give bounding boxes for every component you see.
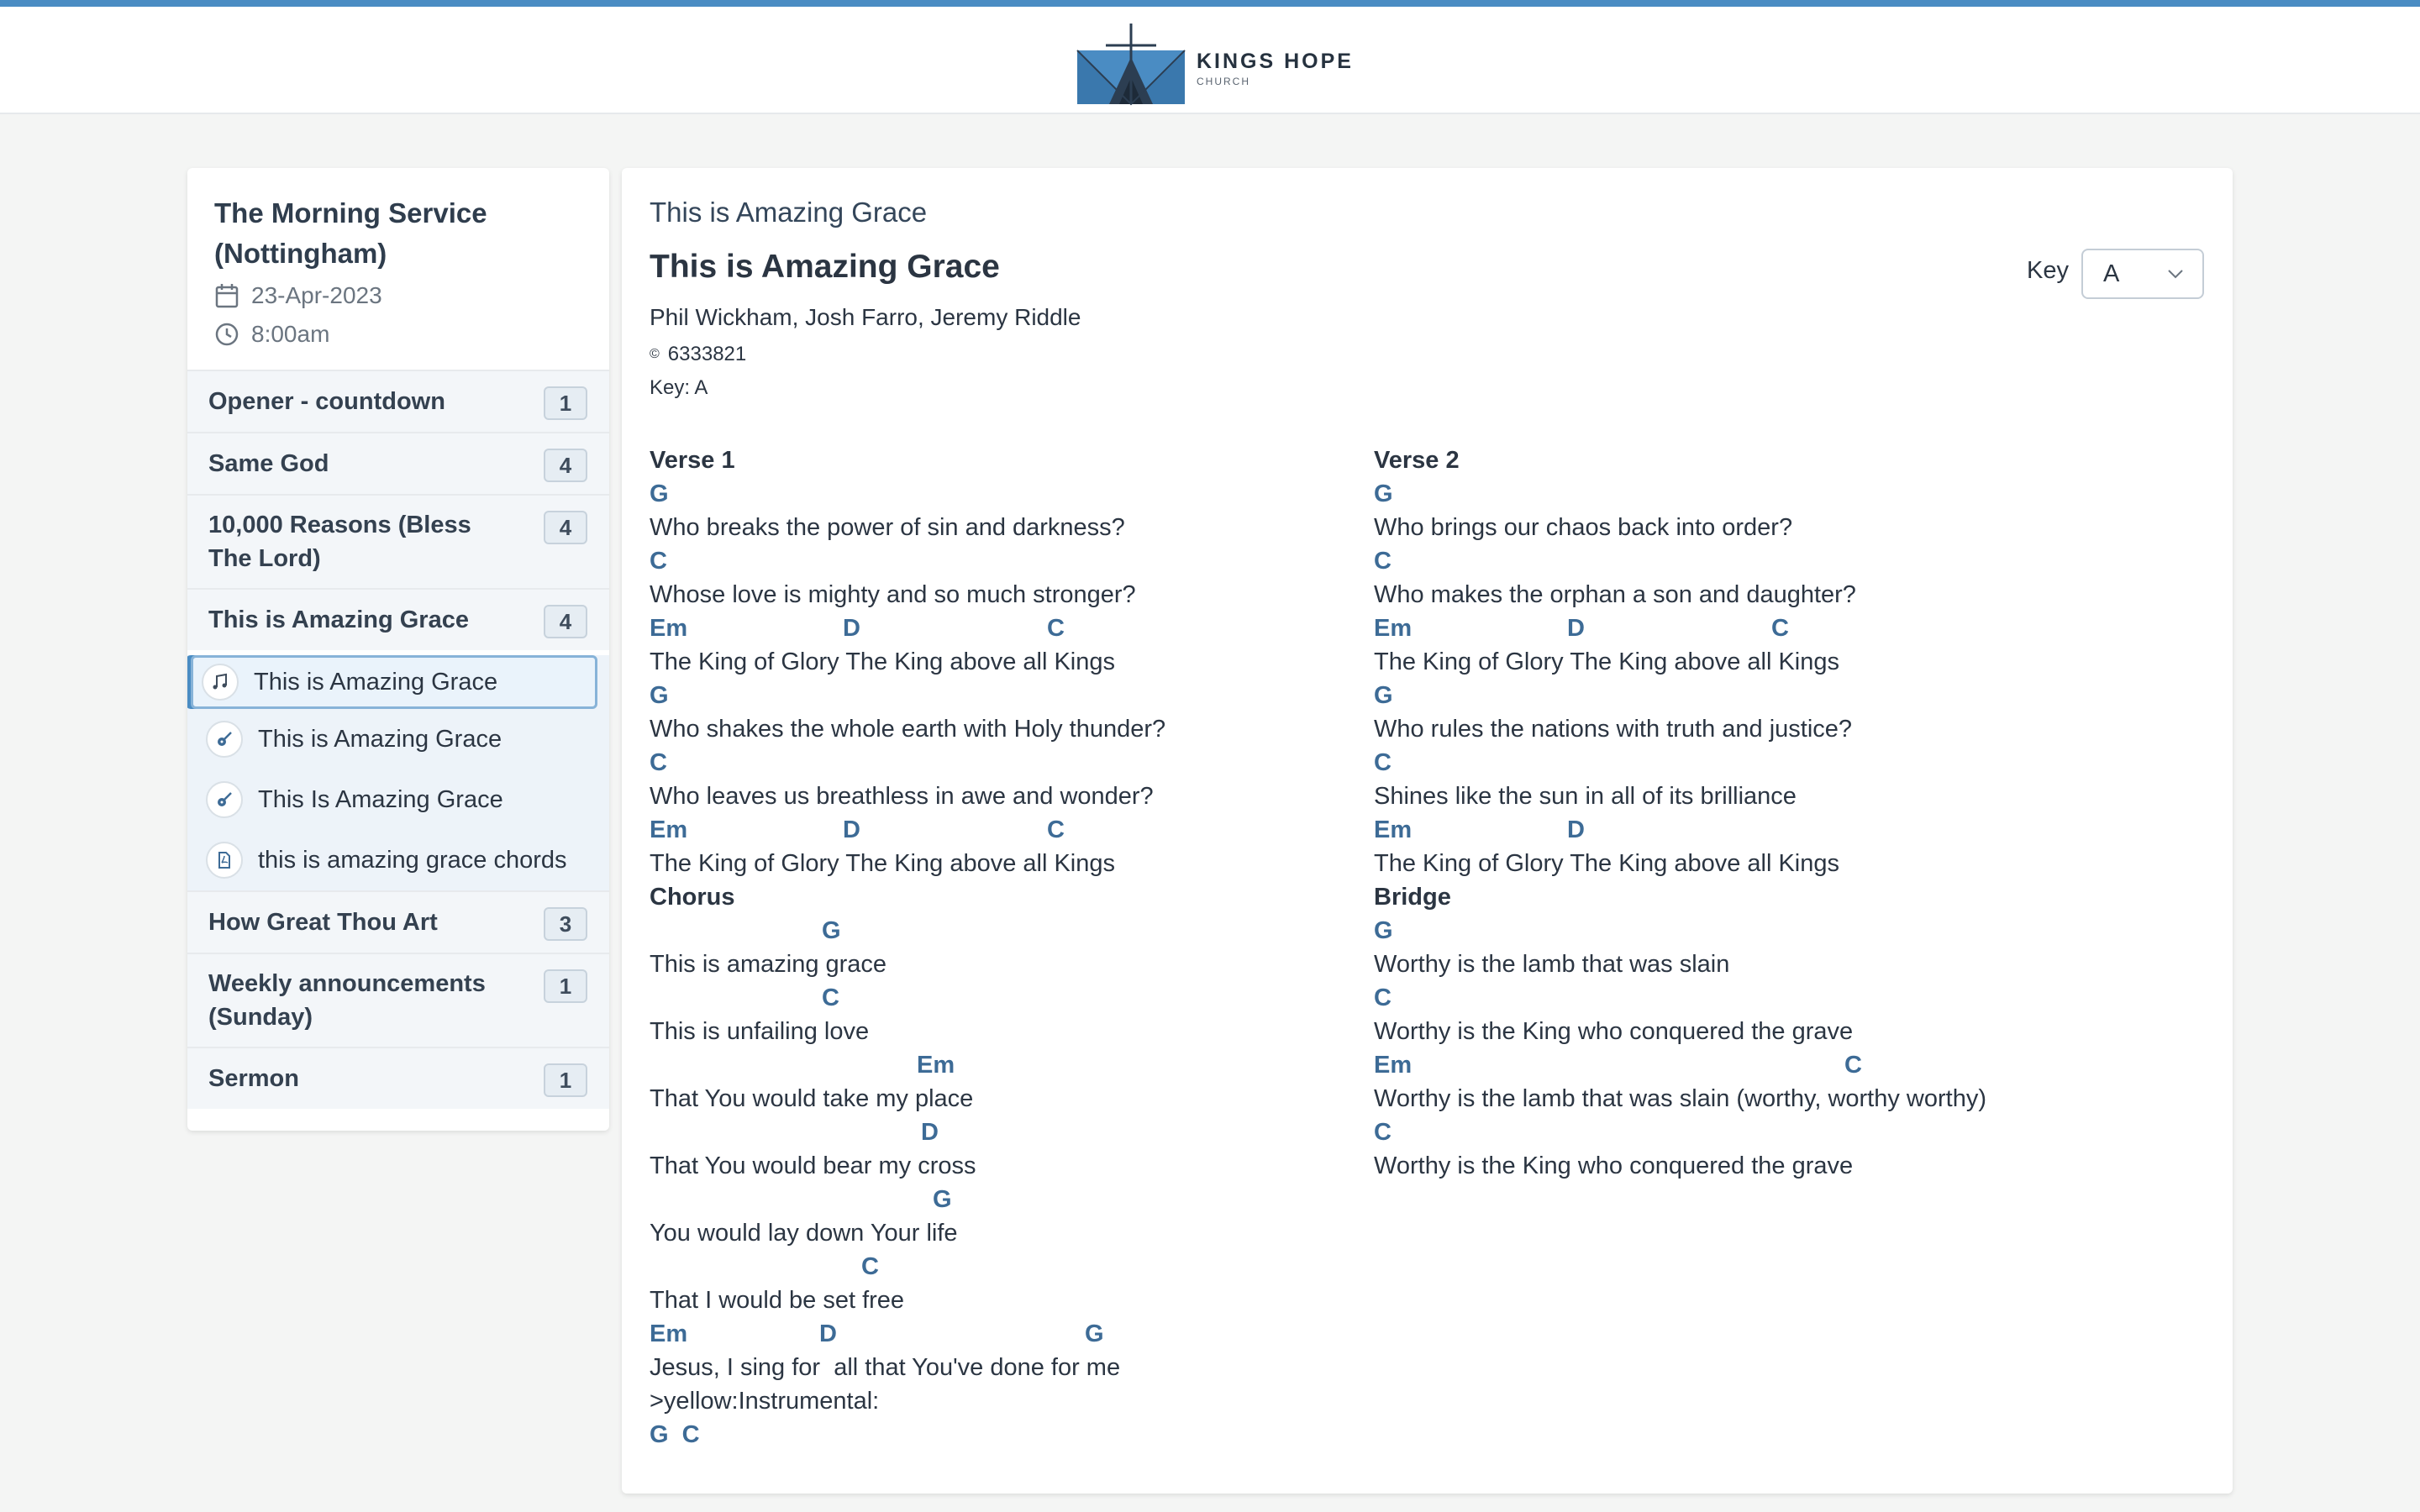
chord-line	[650, 612, 1364, 645]
chord-line	[1374, 612, 2088, 645]
plan-item-label: 10,000 Reasons (Bless The Lord)	[208, 512, 471, 572]
chord: D	[843, 816, 860, 843]
chord: C	[1374, 548, 1392, 575]
song-key-line: Key: A	[650, 376, 708, 399]
chord-line	[1374, 1048, 2088, 1082]
chord: G	[1085, 1320, 1104, 1347]
app-header	[0, 7, 2420, 114]
guitar-icon	[214, 729, 234, 749]
chord: G	[650, 480, 669, 507]
music-note-icon	[210, 672, 230, 692]
ccli-value: 6333821	[667, 343, 747, 365]
service-title: The Morning Service (Nottingham)	[214, 197, 487, 269]
section-title: Bridge	[1374, 884, 1451, 911]
song-panel	[622, 168, 2233, 1494]
item-count-badge: 4	[544, 449, 587, 482]
chord: C	[1844, 1052, 1862, 1079]
kings-hope-logo-icon	[1076, 24, 1186, 106]
lyric-line: Shines like the sun in all of its brilliance	[1374, 783, 1797, 810]
chord-line	[1374, 813, 2088, 847]
lyric-line: Worthy is the lamb that was slain	[1374, 951, 1730, 978]
logo-subtitle: CHURCH	[1197, 75, 1250, 87]
chord: C	[1047, 816, 1065, 843]
lyric-line: Who makes the orphan a son and daughter?	[1374, 581, 1856, 608]
plan-item-announcements[interactable]	[187, 953, 609, 1047]
key-select[interactable]	[2081, 249, 2204, 299]
chord: C	[861, 1253, 879, 1280]
chord-sheet-right-column	[1374, 444, 2088, 1183]
lyric-line: The King of Glory The King above all Kings	[650, 850, 1116, 877]
top-accent-bar	[0, 0, 2420, 7]
key-label: Key	[2027, 257, 2069, 284]
guitar-icon	[214, 790, 234, 810]
lyric-line: Jesus, I sing for all that You've done for me	[650, 1354, 1121, 1381]
calendar-icon	[214, 282, 239, 309]
chord: Em	[1374, 1052, 1413, 1079]
ccli-number	[650, 343, 746, 366]
lyric-line: Who breaks the power of sin and darkness?	[650, 514, 1125, 541]
item-count-badge: 1	[544, 969, 587, 1003]
clock-icon	[214, 321, 239, 348]
lyric-line: That You would take my place	[650, 1085, 974, 1112]
chord-line	[650, 544, 1364, 578]
chord: C	[822, 984, 839, 1011]
lyric-line: You would lay down Your life	[650, 1220, 958, 1247]
chord: G C	[650, 1421, 700, 1448]
chord-line	[650, 679, 1364, 712]
chord: Em	[1374, 615, 1413, 642]
lyric-line: Worthy is the King who conquered the grave	[1374, 1152, 1854, 1179]
chord-line	[1374, 981, 2088, 1015]
attachment-pdf[interactable]	[187, 830, 609, 890]
chord-line	[650, 813, 1364, 847]
lyric-line: Who brings our chaos back into order?	[1374, 514, 1793, 541]
chord-line	[650, 1116, 1364, 1149]
song-title: This is Amazing Grace	[650, 249, 1000, 285]
chord-line	[650, 914, 1364, 948]
plan-item-opener[interactable]	[187, 370, 609, 432]
chord: C	[1374, 984, 1392, 1011]
service-date: 23-Apr-2023	[251, 282, 382, 308]
chord: G	[1374, 917, 1393, 944]
chord: Em	[650, 1320, 688, 1347]
song-attachments-list	[187, 655, 609, 890]
chord: C	[1047, 615, 1065, 642]
section-title: Verse 2	[1374, 447, 1460, 474]
lyric-line: Worthy is the lamb that was slain (worthy, worthy worthy)	[1374, 1085, 1986, 1112]
lyric-line: That I would be set free	[650, 1287, 905, 1314]
song-breadcrumb: This is Amazing Grace	[650, 197, 928, 228]
item-count-badge: 3	[544, 907, 587, 941]
plan-item-same-god[interactable]	[187, 432, 609, 494]
chord-sheet-left-column	[650, 444, 1364, 1452]
key-select-value: A	[2103, 260, 2120, 287]
chord: G	[822, 917, 841, 944]
lyric-line: Worthy is the King who conquered the grave	[1374, 1018, 1854, 1045]
attachment-label: this is amazing grace chords	[258, 846, 567, 874]
logo-name: KINGS HOPE	[1197, 49, 1354, 73]
chord: G	[1374, 480, 1393, 507]
pdf-file-icon	[214, 850, 234, 870]
lyric-line: The King of Glory The King above all Kings	[1374, 648, 1840, 675]
service-plan-sidebar	[187, 168, 609, 1131]
attachment-label: This is Amazing Grace	[258, 725, 502, 753]
chord: D	[1567, 615, 1585, 642]
chord-line	[650, 477, 1364, 511]
chord-line	[1374, 679, 2088, 712]
lyric-line: Who rules the nations with truth and justice?	[1374, 716, 1853, 743]
lyric-line: This is amazing grace	[650, 951, 887, 978]
chord: C	[1771, 615, 1789, 642]
chord-line	[1374, 914, 2088, 948]
section-title: Verse 1	[650, 447, 735, 474]
chord: Em	[650, 615, 688, 642]
chord-line	[650, 746, 1364, 780]
attachment-lyrics-chords[interactable]	[191, 655, 597, 709]
chord: G	[650, 682, 669, 709]
plan-item-amazing-grace[interactable]	[187, 588, 609, 650]
chord: Em	[650, 816, 688, 843]
attachment-label: This is Amazing Grace	[254, 668, 498, 696]
chord-line	[650, 1048, 1364, 1082]
chord: C	[650, 548, 667, 575]
chord-line	[650, 981, 1364, 1015]
attachment-label: This Is Amazing Grace	[258, 785, 503, 813]
chord: Em	[1374, 816, 1413, 843]
lyric-line: The King of Glory The King above all Kings	[1374, 850, 1840, 877]
chord-line	[650, 1250, 1364, 1284]
chord: D	[921, 1119, 939, 1146]
chord-line	[650, 1317, 1364, 1351]
lyric-line: Whose love is mighty and so much stronger?	[650, 581, 1136, 608]
church-logo[interactable]	[1076, 18, 1354, 111]
plan-item-label: Opener - countdown	[208, 388, 445, 415]
attachment-guitar-2[interactable]	[187, 769, 609, 830]
section-title: Chorus	[650, 884, 735, 911]
plan-item-label: Same God	[208, 450, 329, 477]
chord-line	[1374, 1116, 2088, 1149]
chord: G	[933, 1186, 952, 1213]
lyric-line: This is unfailing love	[650, 1018, 870, 1045]
item-count-badge: 4	[544, 605, 587, 638]
lyric-line: Who shakes the whole earth with Holy thunder?	[650, 716, 1166, 743]
item-count-badge: 1	[544, 1063, 587, 1097]
item-count-badge: 4	[544, 511, 587, 544]
plan-item-sermon[interactable]	[187, 1047, 609, 1109]
chord: C	[1374, 749, 1392, 776]
chord-line	[1374, 746, 2088, 780]
plan-item-label: This is Amazing Grace	[208, 606, 469, 633]
chord: G	[1374, 682, 1393, 709]
instrumental-marker: >yellow:Instrumental:	[650, 1388, 880, 1415]
service-time: 8:00am	[251, 321, 330, 347]
lyric-line: That You would bear my cross	[650, 1152, 976, 1179]
chord: D	[1567, 816, 1585, 843]
lyric-line: Who leaves us breathless in awe and wonder?	[650, 783, 1154, 810]
plan-item-label: How Great Thou Art	[208, 909, 438, 936]
song-authors: Phil Wickham, Josh Farro, Jeremy Riddle	[650, 304, 1081, 330]
plan-item-label: Sermon	[208, 1065, 299, 1092]
plan-item-10000-reasons[interactable]	[187, 494, 609, 588]
chord-line	[1374, 477, 2088, 511]
attachment-guitar-1[interactable]	[187, 709, 609, 769]
chord: D	[819, 1320, 837, 1347]
chord: D	[843, 615, 860, 642]
chord-line	[1374, 544, 2088, 578]
chord: Em	[917, 1052, 955, 1079]
item-count-badge: 1	[544, 386, 587, 420]
plan-item-label: Weekly announcements (Sunday)	[208, 970, 486, 1031]
chevron-down-icon	[2167, 269, 2184, 279]
chord: C	[650, 749, 667, 776]
chord-line	[650, 1183, 1364, 1216]
chord-line	[650, 1418, 1364, 1452]
service-info	[187, 168, 609, 370]
copyright-icon: ©	[650, 347, 660, 361]
chord: C	[1374, 1119, 1392, 1146]
plan-item-how-great-thou-art[interactable]	[187, 890, 609, 953]
lyric-line: The King of Glory The King above all Kings	[650, 648, 1116, 675]
